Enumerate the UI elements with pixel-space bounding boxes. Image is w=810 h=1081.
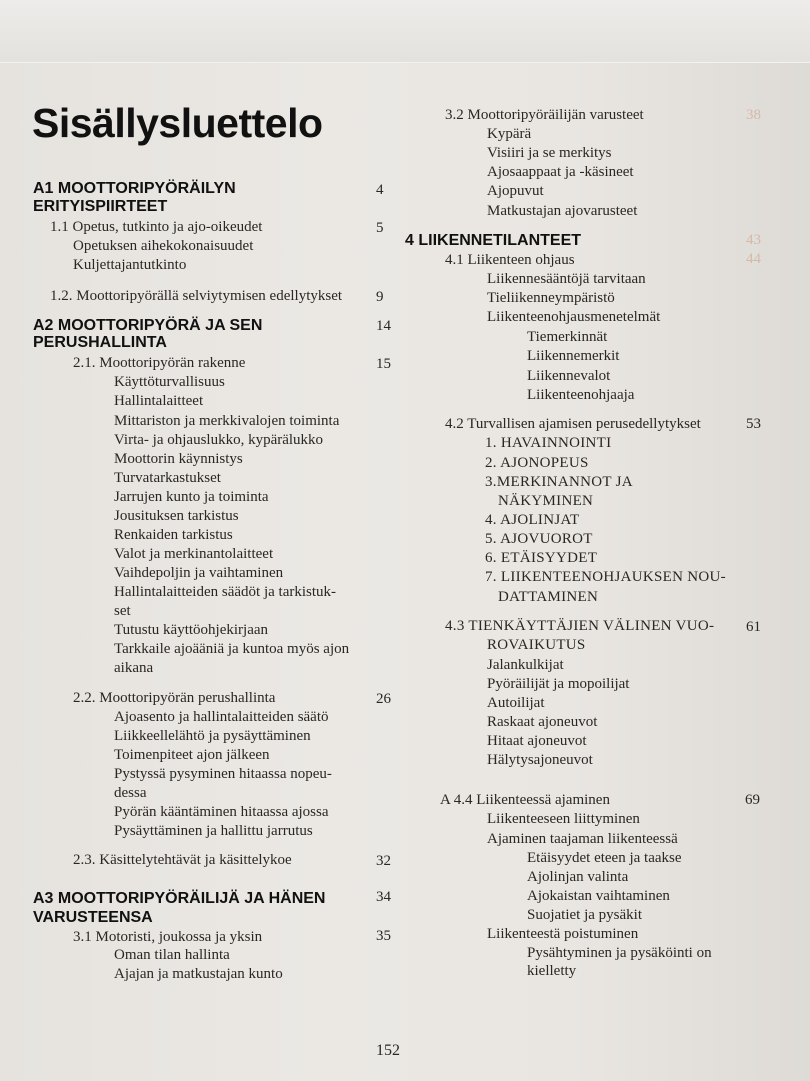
- toc-subsubentry: Liikennemerkit: [527, 348, 620, 364]
- toc-entry-3-2: 3.2 Moottoripyöräilijän varusteet: [445, 107, 644, 123]
- toc-subentry: Virta- ja ohjauslukko, kypärälukko: [114, 432, 324, 448]
- section-heading-a3: A3 MOOTTORIPYÖRÄILIJÄ JA HÄNEN: [33, 890, 326, 907]
- toc-subentry: Tarkkaile ajoääniä ja kuntoa myös ajon: [114, 641, 350, 657]
- toc-subsubentry: Pysähtyminen ja pysäköinti on: [527, 945, 712, 961]
- page-num-3-1: 35: [376, 928, 391, 944]
- toc-subentry: Opetuksen aihekokonaisuudet: [73, 238, 254, 254]
- toc-subentry: Ajopuvut: [487, 183, 544, 199]
- toc-subentry: Matkustajan ajovarusteet: [487, 203, 638, 219]
- section-heading-a1-cont: ERITYISPIIRTEET: [33, 198, 168, 215]
- toc-subentry: Liikennesääntöjä tarvitaan: [487, 271, 646, 287]
- toc-subentry: Hallintalaitteiden säädöt ja tarkistuk-: [114, 584, 337, 600]
- toc-subentry: Mittariston ja merkkivalojen toiminta: [114, 413, 340, 429]
- toc-subentry: Oman tilan hallinta: [114, 947, 230, 963]
- toc-entry-1-2: 1.2. Moottoripyörällä selviytymisen edellytykset: [50, 288, 343, 304]
- toc-subentry: Liikenteenohjausmenetelmät: [487, 309, 661, 325]
- toc-subentry: aikana: [114, 660, 154, 676]
- toc-subentry: 1. HAVAINNOINTI: [485, 435, 612, 451]
- page-num-2-3: 32: [376, 853, 391, 869]
- page-num-a1: 4: [376, 182, 384, 198]
- toc-subentry: Visiiri ja se merkitys: [487, 145, 612, 161]
- toc-subentry: Liikenteeseen liittyminen: [487, 811, 640, 827]
- toc-subsubentry: Liikenteenohjaaja: [527, 387, 635, 403]
- page-num-a3: 34: [376, 889, 391, 905]
- toc-subentry: Tutustu käyttöohjekirjaan: [114, 622, 269, 638]
- toc-subentry: 3.MERKINANNOT JA: [485, 474, 633, 490]
- toc-subentry: Ajaminen taajaman liikenteessä: [487, 831, 678, 847]
- page-num-4-1: 44: [746, 251, 761, 267]
- toc-entry-4-2: 4.2 Turvallisen ajamisen perusedellytykset: [445, 416, 701, 432]
- page-num-2-1: 15: [376, 356, 391, 372]
- page-num-1-2: 9: [376, 289, 384, 305]
- toc-entry-2-3: 2.3. Käsittelytehtävät ja käsittelykoe: [73, 852, 292, 868]
- toc-subentry: Jalankulkijat: [487, 657, 564, 673]
- toc-entry-3-1: 3.1 Motoristi, joukossa ja yksin: [73, 929, 263, 945]
- toc-subsubentry: kielletty: [527, 963, 577, 979]
- page-num-2-2: 26: [376, 691, 391, 707]
- toc-subentry: Kypärä: [487, 126, 532, 142]
- toc-subentry: Liikkeellelähtö ja pysäyttäminen: [114, 728, 311, 744]
- toc-entry-2-2: 2.2. Moottoripyörän perushallinta: [73, 690, 276, 706]
- toc-entry-2-1: 2.1. Moottoripyörän rakenne: [73, 355, 246, 371]
- toc-subentry: Vaihdepoljin ja vaihtaminen: [114, 565, 284, 581]
- toc-subentry: Ajajan ja matkustajan kunto: [114, 966, 283, 982]
- toc-subsubentry: Suojatiet ja pysäkit: [527, 907, 642, 923]
- toc-subentry: Hitaat ajoneuvot: [487, 733, 587, 749]
- toc-subentry: Valot ja merkinantolaitteet: [114, 546, 274, 562]
- section-heading-4: 4 LIIKENNETILANTEET: [405, 232, 582, 249]
- toc-entry-4-1: 4.1 Liikenteen ohjaus: [445, 252, 575, 268]
- toc-subentry: Käyttöturvallisuus: [114, 374, 225, 390]
- page-num-4: 43: [746, 232, 761, 248]
- toc-subentry: Hallintalaitteet: [114, 393, 204, 409]
- toc-subentry: Ajoasento ja hallintalaitteiden säätö: [114, 709, 329, 725]
- section-heading-a2-cont: PERUSHALLINTA: [33, 334, 167, 351]
- toc-subentry: 5. AJOVUOROT: [485, 531, 593, 547]
- toc-subsubentry: Ajolinjan valinta: [527, 869, 629, 885]
- toc-subentry: Pyörän kääntäminen hitaassa ajossa: [114, 804, 329, 820]
- toc-subentry: Raskaat ajoneuvot: [487, 714, 598, 730]
- toc-subentry: Autoilijat: [487, 695, 545, 711]
- toc-subsubentry: Etäisyydet eteen ja taakse: [527, 850, 682, 866]
- page-num-4-4: 69: [745, 792, 760, 808]
- toc-subentry: Turvatarkastukset: [114, 470, 221, 486]
- section-heading-a1: A1 MOOTTORIPYÖRÄILYN: [33, 180, 236, 197]
- toc-subentry: Pystyssä pysyminen hitaassa nopeu-: [114, 766, 332, 782]
- toc-entry-4-3: 4.3 TIENKÄYTTÄJIEN VÄLINEN VUO-: [445, 618, 715, 634]
- toc-subentry: DATTAMINEN: [498, 589, 599, 605]
- toc-entry-1-1: 1.1 Opetus, tutkinto ja ajo-oikeudet: [50, 219, 263, 235]
- page-num-4-3: 61: [746, 619, 761, 635]
- toc-subentry: Ajosaappaat ja -käsineet: [487, 164, 634, 180]
- toc-subentry: Jarrujen kunto ja toiminta: [114, 489, 269, 505]
- toc-entry-4-3-cont: ROVAIKUTUS: [487, 637, 586, 653]
- page-num-3-2: 38: [746, 107, 761, 123]
- page-num-1-1: 5: [376, 220, 384, 236]
- toc-subentry: 2. AJONOPEUS: [485, 455, 589, 471]
- toc-subsubentry: Liikennevalot: [527, 368, 611, 384]
- toc-subentry: Tieliikenneympäristö: [487, 290, 615, 306]
- toc-subsubentry: Tiemerkinnät: [527, 329, 608, 345]
- toc-entry-4-4: A 4.4 Liikenteessä ajaminen: [440, 792, 610, 808]
- toc-subentry: Renkaiden tarkistus: [114, 527, 233, 543]
- toc-subentry: Toimenpiteet ajon jälkeen: [114, 747, 270, 763]
- toc-subentry: 6. ETÄISYYDET: [485, 550, 598, 566]
- toc-subentry: Pyöräilijät ja mopoilijat: [487, 676, 630, 692]
- page-title: Sisällysluettelo: [32, 100, 323, 146]
- toc-subentry: Hälytysajoneuvot: [487, 752, 593, 768]
- section-heading-a3-cont: VARUSTEENSA: [33, 909, 153, 926]
- toc-subentry: set: [114, 603, 131, 619]
- section-heading-a2: A2 MOOTTORIPYÖRÄ JA SEN: [33, 317, 263, 334]
- toc-subsubentry: Ajokaistan vaihtaminen: [527, 888, 670, 904]
- toc-subentry: Jousituksen tarkistus: [114, 508, 239, 524]
- toc-subentry: 7. LIIKENTEENOHJAUKSEN NOU-: [485, 569, 726, 585]
- toc-subentry: 4. AJOLINJAT: [485, 512, 580, 528]
- toc-subentry: Kuljettajantutkinto: [73, 257, 187, 273]
- toc-subentry: Liikenteestä poistuminen: [487, 926, 639, 942]
- toc-subentry: dessa: [114, 785, 147, 801]
- page-number: 152: [376, 1042, 400, 1059]
- toc-subentry: NÄKYMINEN: [498, 493, 594, 509]
- page-num-4-2: 53: [746, 416, 761, 432]
- toc-subentry: Pysäyttäminen ja hallittu jarrutus: [114, 823, 313, 839]
- toc-subentry: Moottorin käynnistys: [114, 451, 243, 467]
- page-num-a2: 14: [376, 318, 391, 334]
